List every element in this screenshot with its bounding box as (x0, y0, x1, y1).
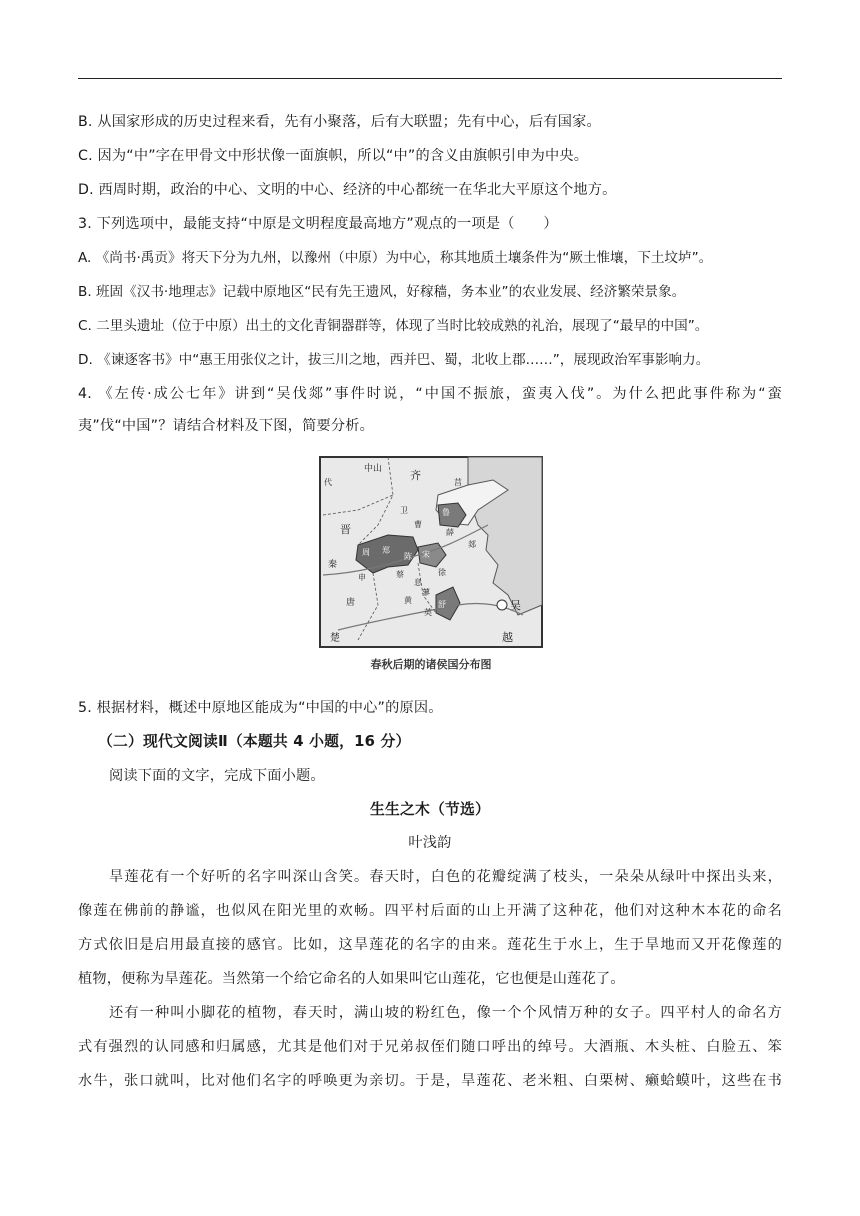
instruction-text: 阅读下面的文字，完成下面小题。 (109, 768, 325, 784)
map-label-chu: 楚 (330, 633, 340, 644)
paragraph-2-line-3: 水牛，张口就叫，比对他们名字的呼唤更为亲切。于是，旱莲花、老米粗、白栗树、癞蛤蟆叶，这些在书 (78, 1073, 782, 1089)
map-label-zheng: 郑 (382, 546, 390, 555)
map-label-song: 宋 (422, 550, 430, 559)
map-label-qi: 齐 (410, 469, 421, 482)
map-label-tan: 郯 (468, 540, 476, 549)
question-3-option-d: D. 《谏逐客书》中“惠王用张仪之计，拔三川之地，西并巴、蜀，北收上郡……”，展现政治军事影响力。 (78, 352, 710, 368)
section-heading: （二）现代文阅读Ⅱ（本题共 4 小题，16 分） (98, 733, 411, 750)
map-label-cao: 曹 (414, 520, 422, 529)
question-4-line-2: 夷”伐“中国”？请结合材料及下图，简要分析。 (78, 418, 375, 434)
map-label-xi: 息 (414, 578, 422, 587)
map-label-cai: 蔡 (396, 570, 404, 579)
warring-states-map (318, 455, 544, 671)
paragraph-1-line-3: 方式依旧是启用最直接的感官。比如，这旱莲花的名字的由来。莲花生于水上，生于旱地而又开花像莲的 (78, 937, 782, 953)
paragraph-1-line-4: 植物，便称为旱莲花。当然第一个给它命名的人如果叫它山莲花，它也便是山莲花了。 (78, 971, 625, 987)
paragraph-2-line-1: 还有一种叫小脚花的植物，春天时，满山坡的粉红色，像一个个风情万种的女子。四平村人的命名方 (109, 1005, 782, 1021)
question-5: 5. 根据材料，概述中原地区能成为“中国的中心”的原因。 (78, 700, 443, 716)
option-d: D. 西周时期，政治的中心、文明的中心、经济的中心都统一在华北大平原这个地方。 (78, 182, 617, 198)
map-label-shu: 舒 (438, 600, 446, 609)
map-label-dai: 代 (324, 478, 332, 487)
map-label-liao: 蓼 (422, 588, 430, 597)
map-label-xue: 薛 (446, 528, 454, 537)
map-label-zhongshan: 中山 (364, 464, 383, 474)
map-label-wei: 卫 (400, 506, 408, 515)
map-label-tang: 唐 (346, 598, 356, 608)
map-label-wu: 吴 (510, 599, 521, 612)
map-label-shen: 申 (358, 573, 366, 582)
map-label-chen: 陈 (404, 552, 412, 561)
wu-capital-marker (497, 600, 507, 610)
header-rule (78, 78, 782, 79)
map-label-yue: 越 (502, 631, 513, 644)
question-3-option-c: C. 二里头遗址（位于中原）出土的文化青铜器群等，体现了当时比较成熟的礼治，展现了“最早的中国”。 (78, 318, 709, 334)
map-label-lu: 鲁 (442, 508, 450, 517)
map-label-huang: 黄 (404, 596, 412, 605)
map-label-zhou: 周 (362, 548, 370, 557)
article-author: 叶浅韵 (408, 835, 452, 851)
paragraph-1-line-2: 像莲在佛前的静谧，也似风在阳光里的欢畅。四平村后面的山上开满了这种花，他们对这种木本花的命名 (78, 903, 782, 919)
paragraph-1-line-1: 旱莲花有一个好听的名字叫深山含笑。春天时，白色的花瓣绽满了枝头，一朵朵从绿叶中探出头来， (109, 869, 782, 885)
article-title: 生生之木（节选） (370, 801, 490, 818)
map-label-ju: 莒 (454, 478, 462, 487)
map-label-xu: 徐 (438, 568, 446, 577)
map-label-jin: 晋 (340, 523, 351, 536)
question-4-line-1: 4. 《左传·成公七年》讲到“吴伐郯”事件时说，“中国不振旅，蛮夷入伐”。为什么把此事件称为“蛮 (78, 386, 782, 402)
map-label-ying: 英 (424, 608, 432, 617)
option-b: B. 从国家形成的历史过程来看，先有小聚落，后有大联盟；先有中心，后有国家。 (78, 114, 601, 130)
map-caption: 春秋后期的诸侯国分布图 (370, 658, 492, 671)
option-c: C. 因为“中”字在甲骨文中形状像一面旗帜，所以“中”的含义由旗帜引申为中央。 (78, 148, 589, 164)
question-3: 3. 下列选项中，最能支持“中原是文明程度最高地方”观点的一项是（ ） (78, 216, 558, 232)
map-label-qin: 秦 (328, 560, 338, 570)
question-3-option-b: B. 班固《汉书·地理志》记载中原地区“民有先王遗风，好稼穑，务本业”的农业发展、经济繁荣景象。 (78, 284, 686, 300)
question-3-option-a: A. 《尚书·禹贡》将天下分为九州，以豫州（中原）为中心，称其地质土壤条件为“厥土惟壤，下土坟垆”。 (78, 250, 713, 266)
paragraph-2-line-2: 式有强烈的认同感和归属感，尤其是他们对于兄弟叔侄们随口呼出的绰号。大酒瓶、木头桩、白脸五、笨 (78, 1039, 782, 1055)
